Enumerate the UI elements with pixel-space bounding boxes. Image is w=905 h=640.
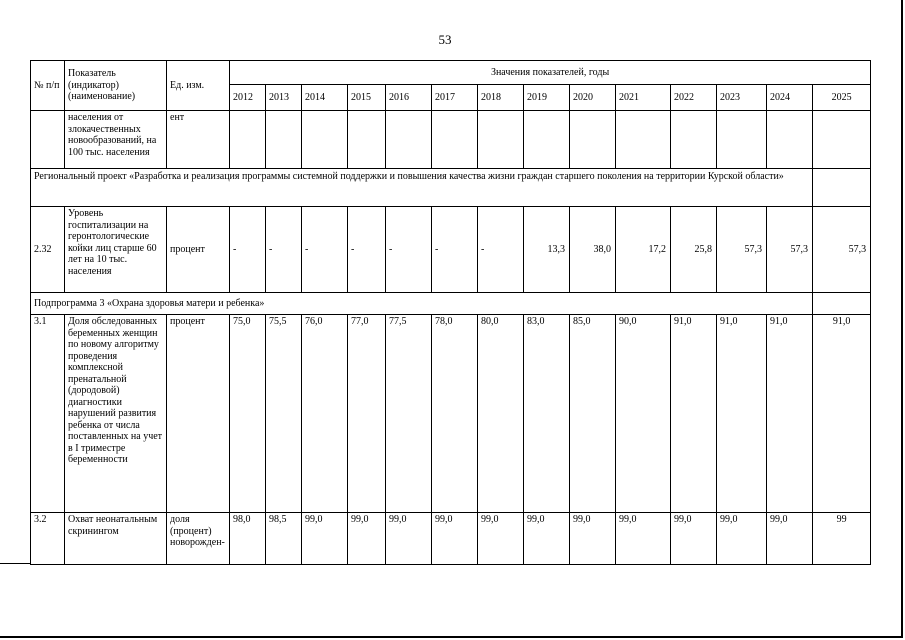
value-cell: 13,3 [524, 207, 570, 293]
value-cell: 91,0 [767, 315, 813, 513]
header-year: 2015 [348, 85, 386, 111]
row-indicator: Доля обследованных беременных женщин по новому алгоритму проведения комплексной пренатальной (дородовой) диагностики нарушений развития ребенка от числа поставленных на учет в I триместре беременности [65, 315, 167, 513]
value-cell: 57,3 [767, 207, 813, 293]
indicators-table [30, 60, 871, 565]
header-year: 2014 [302, 85, 348, 111]
value-cell: 91,0 [717, 315, 767, 513]
value-cell: 99,0 [767, 513, 813, 565]
value-cell: 25,8 [671, 207, 717, 293]
header-indicator: Показатель (индикатор) (наименование) [65, 61, 167, 111]
value-cell: 83,0 [524, 315, 570, 513]
value-cell: 75,5 [266, 315, 302, 513]
value-cell: 99,0 [478, 513, 524, 565]
value-cell: 99,0 [432, 513, 478, 565]
row-num: 3.2 [31, 513, 65, 565]
header-year: 2018 [478, 85, 524, 111]
header-year: 2012 [230, 85, 266, 111]
header-year: 2017 [432, 85, 478, 111]
section-title: Подпрограмма 3 «Охрана здоровья матери и ребенка» [31, 293, 813, 315]
row-unit: процент [167, 207, 230, 293]
table-row [31, 315, 871, 513]
header-year: 2023 [717, 85, 767, 111]
row-indicator: населения от злокачественных новообразований, на 100 тыс. населения [65, 111, 167, 169]
header-values-title: Значения показателей, годы [230, 61, 871, 85]
value-cell: 76,0 [302, 315, 348, 513]
value-cell: - [266, 207, 302, 293]
value-cell: 99,0 [348, 513, 386, 565]
row-unit: доля (процент) новорожден- [167, 513, 230, 565]
value-cell: 17,2 [616, 207, 671, 293]
value-cell: - [302, 207, 348, 293]
value-cell: 90,0 [616, 315, 671, 513]
value-cell: 91,0 [813, 315, 871, 513]
section-row [31, 293, 871, 315]
value-cell: 99,0 [302, 513, 348, 565]
header-year: 2022 [671, 85, 717, 111]
value-cell: 99,0 [616, 513, 671, 565]
table-row [31, 207, 871, 293]
value-cell: 57,3 [813, 207, 871, 293]
value-cell: - [348, 207, 386, 293]
value-cell: - [386, 207, 432, 293]
left-rule [0, 563, 30, 564]
value-cell: 57,3 [717, 207, 767, 293]
value-cell: 77,0 [348, 315, 386, 513]
row-unit: процент [167, 315, 230, 513]
value-cell: 99 [813, 513, 871, 565]
header-year: 2021 [616, 85, 671, 111]
page-number: 53 [438, 32, 452, 47]
value-cell: 38,0 [570, 207, 616, 293]
value-cell: 78,0 [432, 315, 478, 513]
header-year: 2020 [570, 85, 616, 111]
row-num: 2.32 [31, 207, 65, 293]
value-cell: 99,0 [717, 513, 767, 565]
value-cell: 75,0 [230, 315, 266, 513]
value-cell: 99,0 [524, 513, 570, 565]
header-unit: Ед. изм. [167, 61, 230, 111]
value-cell: - [432, 207, 478, 293]
header-year: 2016 [386, 85, 432, 111]
header-year: 2013 [266, 85, 302, 111]
value-cell: 99,0 [671, 513, 717, 565]
row-num [31, 111, 65, 169]
table-row [31, 513, 871, 565]
section-title: Региональный проект «Разработка и реализация программы системной поддержки и повышения качества жизни граждан старшего поколения на территории Курской области» [31, 169, 813, 207]
value-cell: - [478, 207, 524, 293]
value-cell: 91,0 [671, 315, 717, 513]
value-cell: 85,0 [570, 315, 616, 513]
row-num: 3.1 [31, 315, 65, 513]
value-cell: 77,5 [386, 315, 432, 513]
value-cell: 80,0 [478, 315, 524, 513]
header-year: 2025 [813, 85, 871, 111]
value-cell: 98,5 [266, 513, 302, 565]
section-row [31, 169, 871, 207]
row-unit: ент [167, 111, 230, 169]
table-row [31, 111, 871, 169]
value-cell: 99,0 [386, 513, 432, 565]
header-num: № п/п [31, 61, 65, 111]
header-year: 2019 [524, 85, 570, 111]
row-indicator: Охват неонатальным скринингом [65, 513, 167, 565]
row-indicator: Уровень госпитализации на геронтологические койки лиц старше 60 лет на 10 тыс. населения [65, 207, 167, 293]
header-year: 2024 [767, 85, 813, 111]
value-cell: 99,0 [570, 513, 616, 565]
value-cell: 98,0 [230, 513, 266, 565]
value-cell: - [230, 207, 266, 293]
